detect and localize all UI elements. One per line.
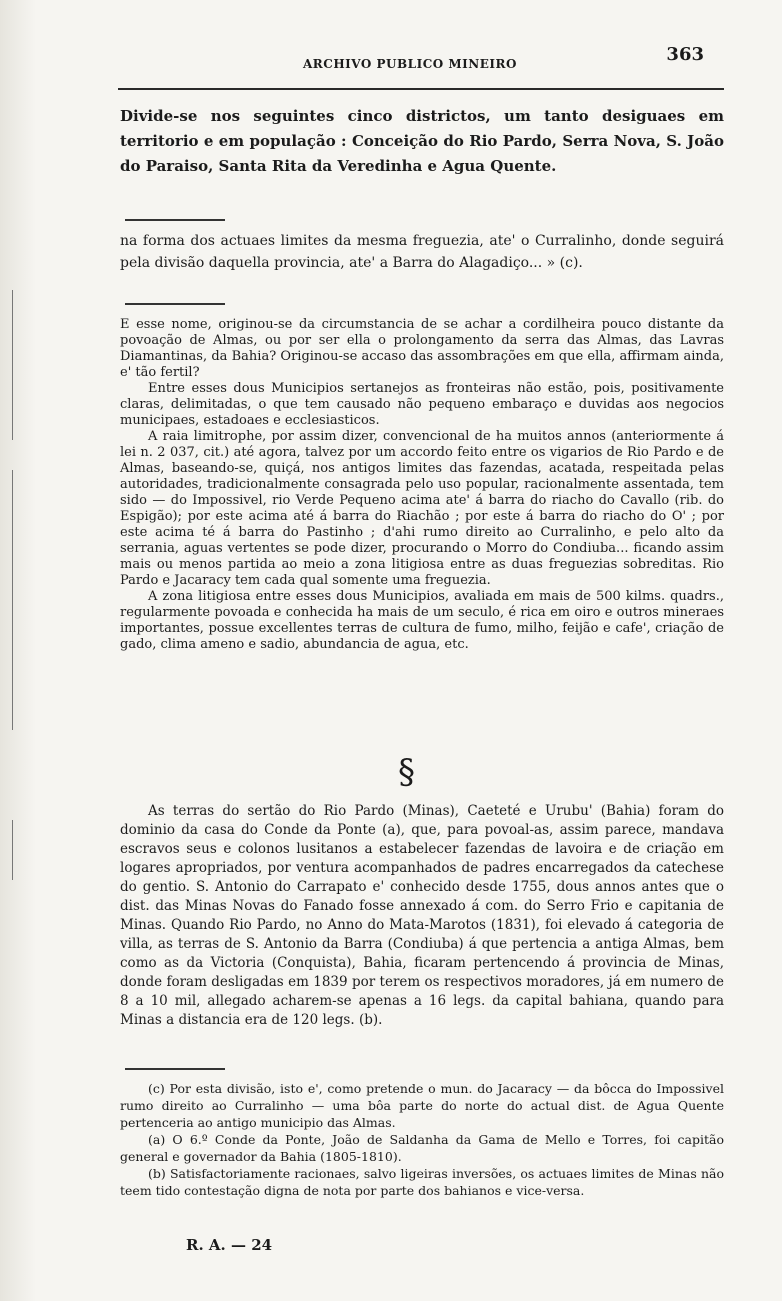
scan-gutter [0, 0, 36, 1301]
header-rule [118, 88, 724, 90]
separator-rule [125, 219, 225, 221]
main-paragraph: Entre esses dous Municipios sertanejos as fronteiras não estão, pois, positivamente claras, delimitadas, o que tem causado não pequeno embaraço e duvidas aos negocios municipaes, estadoaes e ecclesiasticos. [120, 381, 724, 428]
intro-block [120, 104, 724, 179]
intro-paragraph: Divide-se nos seguintes cinco districtos, um tanto desiguaes em territorio e em população : Conceição do Rio Pardo, Serra Nova, S. João do Paraiso, Santa Rita da Veredinha e Agua Quente. [120, 107, 724, 175]
main-text [120, 317, 724, 653]
footnote: (a) O 6.º Conde da Ponte, João de Saldanha da Gama de Mello e Torres, foi capitão general e governador da Bahia (1805-1810). [120, 1132, 724, 1164]
footnotes [120, 1080, 724, 1199]
footnote: (c) Por esta divisão, isto e', como pretende o mun. do Jacaracy — da bôcca do Impossivel rumo direito ao Curralinho — uma bôa parte do norte do actual dist. de Agua Quente pertenceria ao antigo municipio das Almas. [120, 1081, 724, 1130]
section-mark: § [398, 752, 415, 792]
section-block [120, 802, 724, 1030]
main-paragraph: A raia limitrophe, por assim dizer, convencional de ha muitos annos (anteriormente á lei n. 2 037, cit.) até agora, talvez por um accordo feito entre os vigarios de Rio Pardo e de Almas, baseando-se, quiçá, nos antigos limites das fazendas, acatada, respeitada pelas autoridades, tradicionalmente consagrada pelo uso popular, racionalmente assentada, tem sido — do Impossivel, rio Verde Pequeno acima ate' á barra do riacho do Cavallo (rib. do Espigão); por este acima até á barra do Riachão ; por este á barra do riacho do O' ; por este acima té á barra do Pastinho ; d'ahi rumo direito ao Curralinho, e pelo alto da serrania, aguas vertentes se pode dizer, procurando o Morro do Condiuba... ficando assim mais ou menos partida ao meio a zona litigiosa entre as duas freguezias sobreditas. Rio Pardo e Jacaracy tem cada qual somente uma freguezia. [120, 429, 724, 588]
quote-paragraph: na forma dos actuaes limites da mesma freguezia, ate' o Curralinho, donde seguirá pela divisão daquella provincia, ate' a Barra do Alagadiço... » (c). [120, 233, 724, 271]
page-header [118, 44, 724, 92]
printer-signature: R. A. — 24 [186, 1236, 273, 1254]
footnote: (b) Satisfactoriamente racionaes, salvo ligeiras inversões, os actuaes limites de Minas não teem tido contestação digna de nota por parte dos bahianos e vice-versa. [120, 1166, 724, 1198]
main-paragraph: A zona litigiosa entre esses dous Municipios, avaliada em mais de 500 kilms. quadrs., regularmente povoada e conhecida ha mais de um seculo, é rica em oiro e outros mineraes importantes, possue excellentes terras de cultura de fumo, milho, feijão e cafe', criação de gado, clima ameno e sadio, abundancia de agua, etc. [120, 589, 724, 652]
running-title: ARCHIVO PUBLICO MINEIRO [303, 57, 517, 71]
footnote-rule [125, 1068, 225, 1070]
quote-block [120, 230, 724, 274]
page-number: 363 [666, 44, 704, 65]
gutter-mark [12, 820, 13, 880]
gutter-mark [12, 470, 13, 730]
section-paragraph: As terras do sertão do Rio Pardo (Minas), Caeteté e Urubu' (Bahia) foram do dominio da casa do Conde da Ponte (a), que, para povoal-as, assim parece, mandava escravos seus e colonos lusitanos a estabelecer fazendas de lavoira e de criação em logares apropriados, por ventura acompanhados de padres encarregados da catechese do gentio. S. Antonio do Carrapato e' conhecido desde 1755, dous annos antes que o dist. das Minas Novas do Fanado fosse annexado á com. do Serro Frio e capitania de Minas. Quando Rio Pardo, no Anno do Mata-Marotos (1831), foi elevado á categoria de villa, as terras de S. Antonio da Barra (Condiuba) á que pertencia a antiga Almas, bem como as da Victoria (Conquista), Bahia, ficaram pertencendo á provincia de Minas, donde foram desligadas em 1839 por terem os respectivos moradores, já em numero de 8 a 10 mil, allegado acharem-se apenas a 16 legs. da capital bahiana, quando para Minas a distancia era de 120 legs. (b). [120, 803, 724, 1028]
separator-rule [125, 303, 225, 305]
gutter-mark [12, 290, 13, 440]
main-paragraph: E esse nome, originou-se da circumstancia de se achar a cordilheira pouco distante da povoação de Almas, ou por ser ella o prolongamento da serra das Almas, das Lavras Diamantinas, da Bahia? Originou-se accaso das assombrações em que ella, affirmam ainda, e' tão fertil? [120, 317, 724, 380]
